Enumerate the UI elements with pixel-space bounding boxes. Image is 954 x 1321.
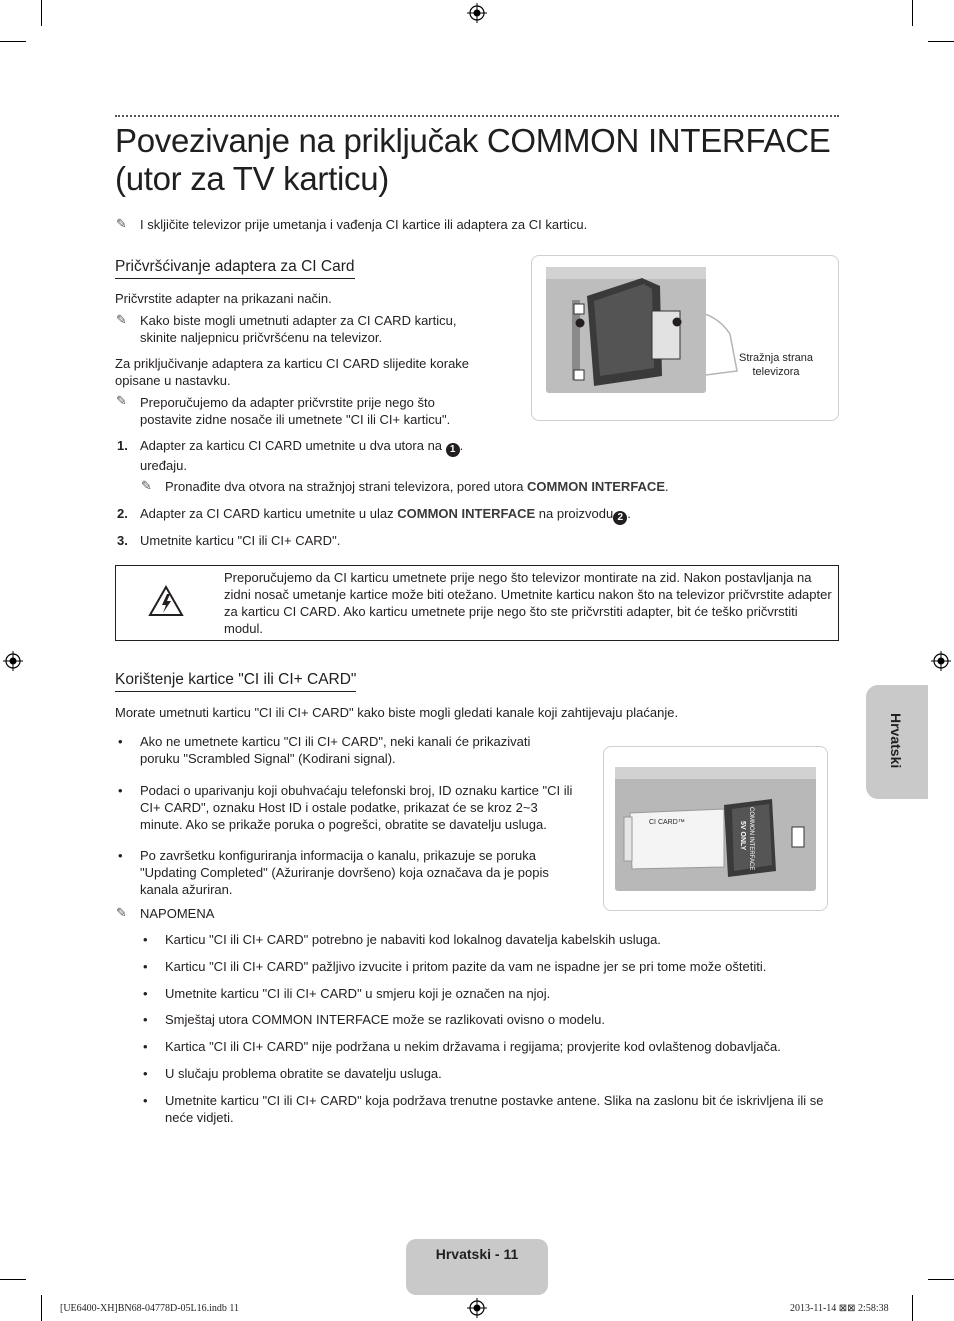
card-label: CI CARD™ [649,819,685,826]
paragraph: Morate umetnuti karticu "CI ili CI+ CARD" kako biste mogli gledati kanale koji zahtijevaju plaćanje. [115,705,679,720]
step-1-text [140,437,485,474]
registration-mark-icon [467,3,487,23]
paragraph: Pričvrstite adapter na prikazani način. [115,291,332,306]
warning-text: Preporučujemo da CI karticu umetnete prije nego što televizor montirate na zid. Nakon postavljanja na zidni nosač umetanje kartice može biti otežano. Umetnite karticu nakon što na televizor pričvrstite adapter za karticu CI CARD. Ako karticu umetnete prije nego što ste pričvrstiti adapter, bit će teško pričvrstiti modul. [224,570,832,636]
callout-2-icon: 2 [613,511,627,525]
step-number: 2. [117,506,128,521]
pencil-note-icon: ✎ [116,905,127,920]
step-2-text [140,505,830,525]
adapter-illustration [532,256,838,420]
note: Preporučujemo da adapter pričvrstite prije nego što postavite zidne nosače ili umetnete "CI ili CI+ karticu". [140,395,451,427]
page-title: Povezivanje na priključak COMMON INTERFACE (utor za TV karticu) [115,122,831,197]
bullet-icon: • [143,1012,148,1027]
crop-mark [0,1279,26,1280]
list-item: Karticu "CI ili CI+ CARD" potrebno je nabaviti kod lokalnog davatelja kabelskih usluga. [165,932,661,947]
step-3-text: Umetnite karticu "CI ili CI+ CARD". [140,533,341,548]
step-text: Adapter za karticu CI CARD umetnite u dva utora na [140,438,446,453]
pencil-note-icon: ✎ [141,478,152,493]
title-rule [115,115,839,117]
note-highlight: COMMON INTERFACE [527,479,665,494]
step-number: 3. [117,533,128,548]
card-illustration [604,747,827,910]
note-text: . [665,479,669,494]
pencil-note-icon: ✎ [116,312,127,327]
print-file-info: [UE6400-XH]BN68-04778D-05L16.indb 11 [60,1303,240,1314]
list-item: Kartica "CI ili CI+ CARD" nije podržana u nekim državama i regijama; provjerite kod ovlaštenog dobavljača. [165,1039,781,1054]
crop-mark [912,1295,913,1321]
note: Kako biste mogli umetnuti adapter za CI CARD karticu, skinite naljepnicu pričvršćenu na televizor. [140,313,457,345]
intro-note: I skljičite televizor prije umetanja i vađenja CI kartice ili adaptera za CI karticu. [140,217,588,232]
registration-mark-icon [467,1298,487,1318]
card-figure [603,746,828,911]
paragraph: Za priključivanje adaptera za karticu CI CARD slijedite korake opisane u nastavku. [115,356,470,388]
list-item: Karticu "CI ili CI+ CARD" pažljivo izvucite i pritom pazite da vam ne ispadne jer se pri tome može oštetiti. [165,959,767,974]
warning-icon [148,585,184,617]
print-timestamp: 2013-11-14 ⊠⊠ 2:58:38 [790,1303,889,1314]
section-heading-using-card: Korištenje kartice "CI ili CI+ CARD" [115,670,356,692]
list-item: Po završetku konfiguriranja informacija o kanalu, prikazuje se poruka "Updating Completed" (Ažuriranje dovršeno) koja označava da je popis kanala ažuriran. [140,848,549,897]
page-number: Hrvatski - 11 [435,1246,519,1262]
language-side-tab-label: Hrvatski [888,713,904,769]
language-side-tab [866,685,928,799]
pencil-note-icon: ✎ [116,393,127,408]
registration-mark-icon [931,651,951,671]
bullet-icon: • [118,848,123,863]
crop-mark [41,0,42,26]
figure-caption: Stražnja strana televizora [739,352,813,378]
list-item: Smještaj utora COMMON INTERFACE može se razlikovati ovisno o modelu. [165,1012,605,1027]
page-number-tab [406,1239,548,1295]
crop-mark [0,41,26,42]
bullet-icon: • [118,783,123,798]
list-item: Umetnite karticu "CI ili CI+ CARD" u smjeru koji je označen na njoj. [165,986,551,1001]
crop-mark [928,41,954,42]
adapter-label: COMMON INTERFACE [748,807,754,871]
bullet-icon: • [143,959,148,974]
note-label: NAPOMENA [140,906,215,921]
step-text: na proizvodu [535,506,614,521]
list-item: Umetnite karticu "CI ili CI+ CARD" koja podržava trenutne postavke antene. Slika na zaslonu bit će iskrivljena ili se neće vidjeti. [165,1093,824,1125]
list-item: Podaci o uparivanju koji obuhvaćaju telefonski broj, ID oznaku kartice "CI ili CI+ CARD", oznaku Host ID i ostale podatke, prikazat će se kroz 2~3 minute. Ako se prikaže poruka o pogrešci, obratite se davatelju usluga. [140,783,573,832]
note-text: Pronađite dva otvora na stražnjoj strani televizora, pored utora [165,479,528,494]
pencil-note-icon: ✎ [116,216,127,231]
crop-mark [928,1279,954,1280]
bullet-icon: • [143,1039,148,1054]
crop-mark [912,0,913,26]
bullet-icon: • [143,1066,148,1081]
bullet-icon: • [143,1093,148,1108]
step-text: . uređaju. [140,438,464,473]
warning-box [115,565,839,641]
step-1-note [165,478,835,495]
adapter-voltage-label: 5V ONLY [739,821,746,851]
step-number: 1. [117,438,128,453]
registration-mark-icon [3,651,23,671]
bullet-icon: • [143,932,148,947]
step-text: Adapter za CI CARD karticu umetnite u ulaz [140,506,398,521]
list-item: Ako ne umetnete karticu "CI ili CI+ CARD", neki kanali će prikazivati poruku "Scrambled Signal" (Kodirani signal). [140,734,531,766]
step-highlight: COMMON INTERFACE [397,506,536,521]
section-heading-attach-adapter: Pričvršćivanje adaptera za CI Card [115,257,355,279]
adapter-figure [531,255,839,421]
bullet-icon: • [118,734,123,749]
step-text: . [627,506,631,521]
callout-1-icon: 1 [446,443,460,457]
bullet-icon: • [143,986,148,1001]
crop-mark [41,1295,42,1321]
list-item: U slučaju problema obratite se davatelju usluga. [165,1066,442,1081]
